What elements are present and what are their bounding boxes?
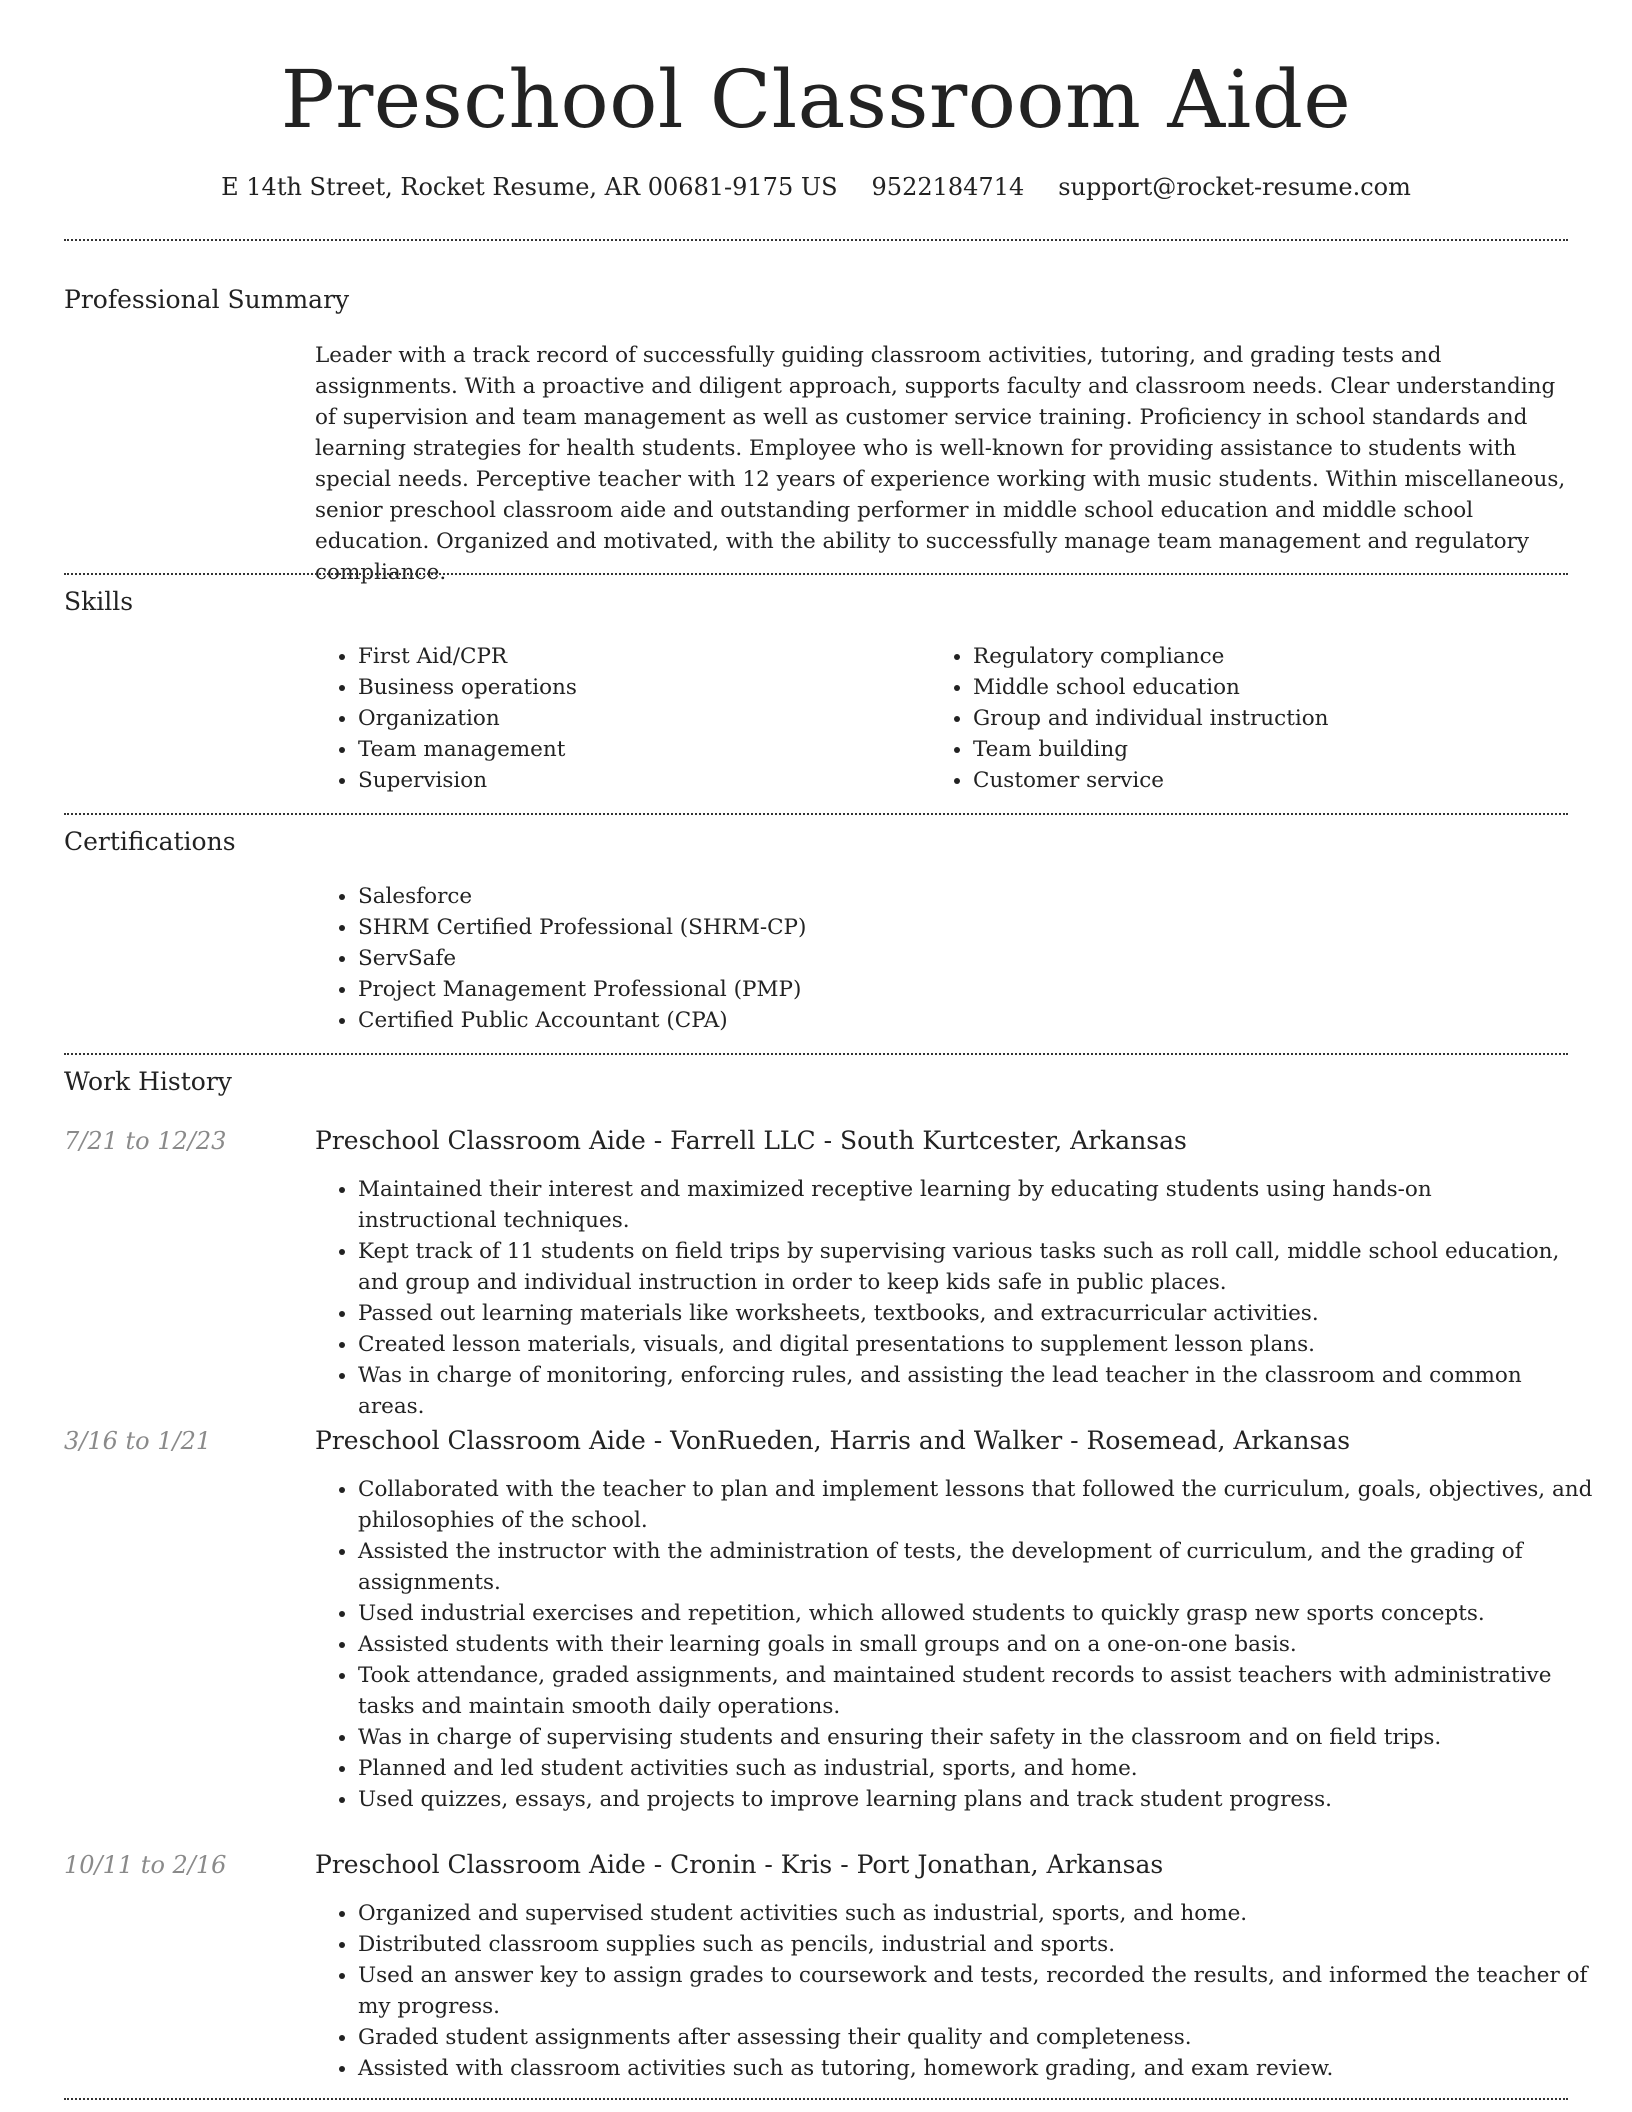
skill-item: • First Aid/CPR (358, 641, 918, 672)
job-duty: • Used industrial exercises and repetition, which allowed students to quickly grasp new sports concepts. (358, 1598, 1598, 1629)
job-duty: • Planned and led student activities such as industrial, sports, and home. (358, 1753, 1598, 1784)
divider (64, 2098, 1568, 2100)
summary-heading: Professional Summary (64, 285, 350, 314)
job-duty: • Used quizzes, essays, and projects to improve learning plans and track student progress. (358, 1784, 1598, 1815)
contact-address: E 14th Street, Rocket Resume, AR 00681-9175 US (221, 173, 838, 201)
divider (64, 573, 1568, 575)
job-duty: • Was in charge of monitoring, enforcing rules, and assisting the lead teacher in the classroom and common areas. (358, 1360, 1568, 1422)
job-duty: • Passed out learning materials like worksheets, textbooks, and extracurricular activities. (358, 1298, 1568, 1329)
certifications-list (314, 881, 1558, 1036)
contact-phone: 9522184714 (871, 173, 1025, 201)
skills-heading: Skills (64, 587, 134, 616)
job-duty: • Organized and supervised student activities such as industrial, sports, and home. (358, 1898, 1598, 1929)
contact-line (0, 170, 1632, 204)
job-duty: • Maintained their interest and maximized receptive learning by educating students using hands-on instructional techniques. (358, 1174, 1568, 1236)
job-dates: 7/21 to 12/23 (64, 1127, 227, 1155)
certification-item: • SHRM Certified Professional (SHRM-CP) (358, 912, 1558, 943)
job-duties (314, 1474, 1598, 1815)
job-dates: 3/16 to 1/21 (64, 1427, 212, 1455)
job-duty: • Distributed classroom supplies such as pencils, industrial and sports. (358, 1929, 1598, 1960)
job-dates: 10/11 to 2/16 (64, 1851, 227, 1879)
divider (64, 1053, 1568, 1055)
job-duty: • Used an answer key to assign grades to coursework and tests, recorded the results, and informed the teacher of my progress. (358, 1960, 1598, 2022)
job-duty: • Took attendance, graded assignments, and maintained student records to assist teachers with administrative tasks and maintain smooth daily operations. (358, 1660, 1598, 1722)
skill-item: • Organization (358, 703, 918, 734)
certification-item: • Certified Public Accountant (CPA) (358, 1005, 1558, 1036)
job-duty: • Collaborated with the teacher to plan and implement lessons that followed the curriculum, goals, objectives, and philosophies of the school. (358, 1474, 1598, 1536)
job-duty: • Was in charge of supervising students and ensuring their safety in the classroom and on field trips. (358, 1722, 1598, 1753)
skill-item: • Regulatory compliance (973, 641, 1593, 672)
divider (64, 239, 1568, 241)
skill-item: • Supervision (358, 765, 918, 796)
skills-list-right (929, 641, 1593, 796)
job-title: Preschool Classroom Aide - VonRueden, Harris and Walker - Rosemead, Arkansas (315, 1426, 1351, 1455)
job-duty: • Kept track of 11 students on field trips by supervising various tasks such as roll call, middle school education, and group and individual instruction in order to keep kids safe in public places. (358, 1236, 1568, 1298)
job-title: Preschool Classroom Aide - Cronin - Kris - Port Jonathan, Arkansas (315, 1850, 1164, 1879)
skill-item: • Team management (358, 734, 918, 765)
applicant-name: Preschool Classroom Aide (280, 53, 1352, 146)
work-history-heading: Work History (64, 1067, 232, 1096)
job-duties (314, 1174, 1568, 1422)
job-duties (314, 1898, 1598, 2084)
summary-text: Leader with a track record of successfully guiding classroom activities, tutoring, and grading tests and assignments. With a proactive and diligent approach, supports faculty and classroom needs. Clear understanding of supervision and team management as well as customer service training. Proficiency in school standards and learning strategies for health students. Employee who is well-known for providing assistance to students with special needs. Perceptive teacher with 12 years of experience working with music students. Within miscellaneous, senior preschool classroom aide and outstanding performer in middle school education and middle school education. Organized and motivated, with the ability to successfully manage team management and regulatory compliance. (315, 343, 1566, 585)
job-duty: • Assisted students with their learning goals in small groups and on a one-on-one basis. (358, 1629, 1598, 1660)
skill-item: • Middle school education (973, 672, 1593, 703)
certifications-heading: Certifications (64, 827, 236, 856)
certification-item: • Salesforce (358, 881, 1558, 912)
job-duty: • Assisted the instructor with the administration of tests, the development of curriculum, and the grading of assignments. (358, 1536, 1598, 1598)
skill-item: • Customer service (973, 765, 1593, 796)
job-title: Preschool Classroom Aide - Farrell LLC - South Kurtcester, Arkansas (315, 1126, 1187, 1155)
skill-item: • Business operations (358, 672, 918, 703)
job-duty: • Assisted with classroom activities such as tutoring, homework grading, and exam review. (358, 2053, 1598, 2084)
contact-email: support@rocket-resume.com (1058, 173, 1411, 201)
skill-item: • Team building (973, 734, 1593, 765)
divider (64, 813, 1568, 815)
certification-item: • ServSafe (358, 943, 1558, 974)
job-duty: • Created lesson materials, visuals, and digital presentations to supplement lesson plans. (358, 1329, 1568, 1360)
skill-item: • Group and individual instruction (973, 703, 1593, 734)
skills-list-left (314, 641, 918, 796)
certification-item: • Project Management Professional (PMP) (358, 974, 1558, 1005)
job-duty: • Graded student assignments after assessing their quality and completeness. (358, 2022, 1598, 2053)
